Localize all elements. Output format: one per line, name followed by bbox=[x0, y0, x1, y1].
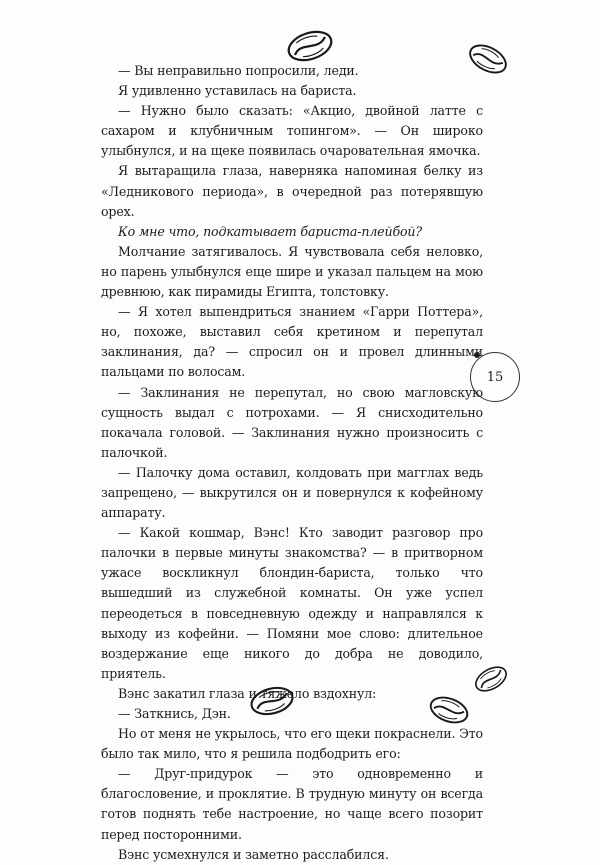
paragraph: Но от меня не укрылось, что его щеки покраснели. Это было так мило, что я решила подбодрить его: bbox=[101, 726, 483, 762]
coffee-bean-icon bbox=[284, 26, 336, 66]
paragraph: — Палочку дома оставил, колдовать при магглах ведь запрещено, — выкрутился он и повернулся к кофейному аппарату. bbox=[101, 464, 483, 521]
paragraph: — Нужно было сказать: «Акцио, двойной латте с сахаром и клубничным топингом». — Он широко улыбнулся, и на щеке появилась очаровательная ямочка. bbox=[101, 103, 483, 159]
body-text bbox=[101, 61, 483, 865]
paragraph: — Заклинания не перепутал, но свою магловскую сущность выдал с потрохами. — Я снисходительно покачала головой. — Заклинания нужно произносить с палочкой. bbox=[101, 384, 483, 460]
paragraph: Вэнс закатил глаза и тяжело вздохнул: bbox=[118, 685, 377, 701]
paragraph: Вэнс усмехнулся и заметно расслабился. bbox=[118, 846, 389, 862]
paragraph: — Я хотел выпендриться знанием «Гарри Поттера», но, похоже, выставил себя кретином и перепутал заклинания, да? — спросил он и провел длинными пальцами по волосам. bbox=[101, 304, 483, 380]
paragraph: Я вытаращила глаза, наверняка напоминая белку из «Ледникового периода», в очередной раз потерявшую орех. bbox=[101, 163, 483, 219]
paragraph: Молчание затягивалось. Я чувствовала себя неловко, но парень улыбнулся еще шире и указал пальцем на мою древнюю, как пирамиды Египта, толстовку. bbox=[101, 243, 483, 300]
paragraph: — Какой кошмар, Вэнс! Кто заводит разговор про палочки в первые минуты знакомства? — в притворном ужасе воскликнул блондин-бариста, только что вышедший из служебной комнаты. Он уже успел переодеться в повседневную одежду и направлялся к выходу из кофейни. — Помяни мое слово: длительное воздержание еще никого до добра не доводило, приятель. bbox=[101, 525, 483, 681]
paragraph: — Заткнись, Дэн. bbox=[118, 706, 231, 721]
paragraph: — Друг-придурок — это одновременно и благословение, и проклятие. В трудную минуту он всегда готов поднять тебе настроение, но чаще всего позорит перед посторонними. bbox=[101, 766, 483, 842]
paragraph-italic: Ко мне что, подкатывает бариста-плейбой? bbox=[118, 223, 422, 239]
paragraph: — Вы неправильно попросили, леди. bbox=[118, 63, 359, 78]
paragraph: Я удивленно уставилась на бариста. bbox=[118, 83, 357, 99]
page-number-label: 15 bbox=[486, 369, 504, 385]
